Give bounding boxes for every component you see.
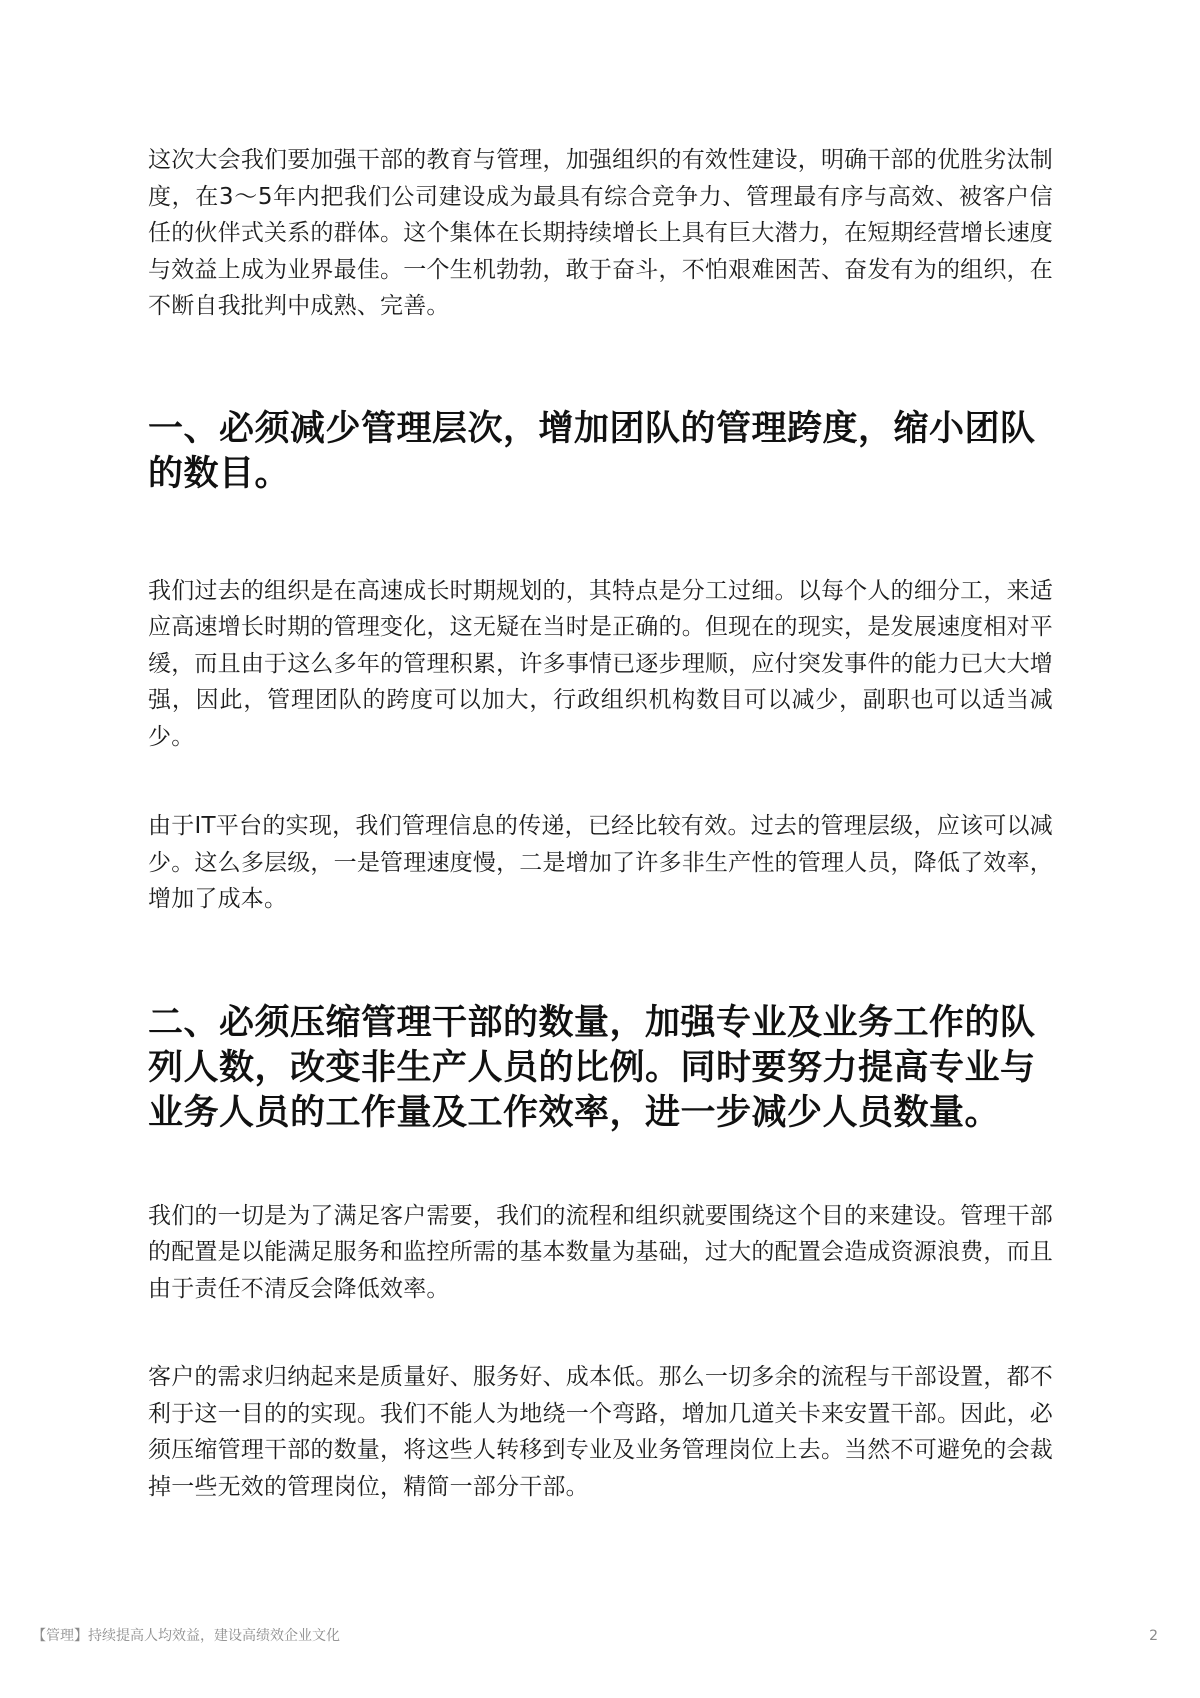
section-2-heading: 二、必须压缩管理干部的数量，加强专业及业务工作的队列人数，改变非生产人员的比例。同时要努力提高专业与业务人员的工作量及工作效率，进一步减少人员数量。 <box>148 1002 1036 1133</box>
section-2-paragraph-1: 我们的一切是为了满足客户需要，我们的流程和组织就要围绕这个目的来建设。管理干部的配置是以能满足服务和监控所需的基本数量为基础，过大的配置会造成资源浪费，而且由于责任不清反会降低效率。 <box>148 1202 1053 1302</box>
page-number: 2 <box>1149 1628 1158 1644</box>
section-2-paragraph-2: 客户的需求归纳起来是质量好、服务好、成本低。那么一切多余的流程与干部设置，都不利于这一目的的实现。我们不能人为地绕一个弯路，增加几道关卡来安置干部。因此，必须压缩管理干部的数量，将这些人转移到专业及业务管理岗位上去。当然不可避免的会裁掉一些无效的管理岗位，精简一部分干部。 <box>148 1364 1053 1500</box>
section-1-paragraph-1: 我们过去的组织是在高速成长时期规划的，其特点是分工过细。以每个人的细分工，来适应高速增长时期的管理变化，这无疑在当时是正确的。但现在的现实，是发展速度相对平缓，而且由于这么多年的管理积累，许多事情已逐步理顺，应付突发事件的能力已大大增强，因此，管理团队的跨度可以加大，行政组织机构数目可以减少，副职也可以适当减少。 <box>148 577 1053 750</box>
page-footer <box>32 1625 1158 1647</box>
footer-title: 【管理】持续提高人均效益，建设高绩效企业文化 <box>32 1628 340 1644</box>
document-body <box>148 142 1053 1505</box>
section-1-heading: 一、必须减少管理层次，增加团队的管理跨度，缩小团队的数目。 <box>148 408 1036 494</box>
section-1-paragraph-2: 由于IT平台的实现，我们管理信息的传递，已经比较有效。过去的管理层级，应该可以减少。这么多层级，一是管理速度慢，二是增加了许多非生产性的管理人员，降低了效率，增加了成本。 <box>148 813 1053 912</box>
intro-paragraph: 这次大会我们要加强干部的教育与管理，加强组织的有效性建设，明确干部的优胜劣汰制度，在3～5年内把我们公司建设成为最具有综合竞争力、管理最有序与高效、被客户信任的伙伴式关系的群体。这个集体在长期持续增长上具有巨大潜力，在短期经营增长速度与效益上成为业界最佳。一个生机勃勃，敢于奋斗，不怕艰难困苦、奋发有为的组织，在不断自我批判中成熟、完善。 <box>148 147 1053 319</box>
